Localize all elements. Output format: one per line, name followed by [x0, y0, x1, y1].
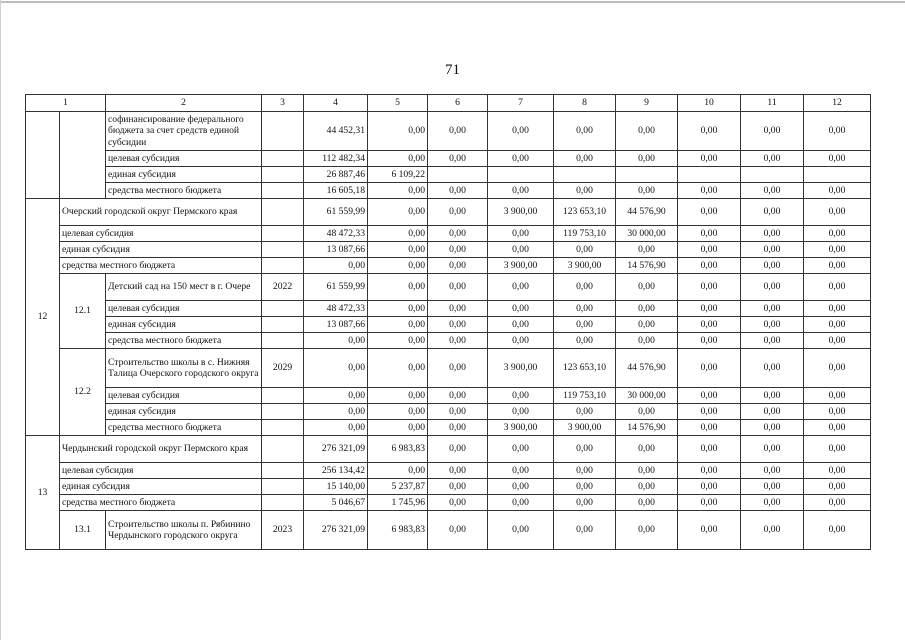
value-cell: 0,00	[554, 463, 616, 479]
value-cell: 0,00	[804, 511, 871, 550]
value-cell: 0,00	[678, 199, 741, 226]
value-cell: 119 753,10	[554, 388, 616, 404]
value-cell: 0,00	[741, 301, 804, 317]
value-cell: 0,00	[741, 258, 804, 274]
year-cell: 2022	[262, 274, 304, 301]
table-row	[26, 333, 871, 349]
year-cell	[262, 463, 304, 479]
year-cell	[262, 479, 304, 495]
value-cell: 0,00	[368, 349, 428, 388]
value-cell: 0,00	[678, 436, 741, 463]
value-cell: 15 140,00	[304, 479, 368, 495]
table-row	[26, 511, 871, 550]
value-cell: 0,00	[428, 479, 488, 495]
value-cell: 0,00	[488, 436, 554, 463]
value-cell: 14 576,90	[616, 258, 678, 274]
value-cell: 0,00	[304, 349, 368, 388]
value-cell: 0,00	[804, 274, 871, 301]
value-cell: 0,00	[428, 274, 488, 301]
value-cell: 5 237,87	[368, 479, 428, 495]
value-cell: 0,00	[488, 151, 554, 167]
value-cell: 0,00	[368, 404, 428, 420]
row-label: единая субсидия	[60, 242, 262, 258]
value-cell: 0,00	[554, 479, 616, 495]
value-cell: 0,00	[428, 183, 488, 199]
scan-top-edge	[0, 1, 905, 3]
value-cell: 3 900,00	[488, 199, 554, 226]
value-cell: 1 745,96	[368, 495, 428, 511]
header-cell: 5	[368, 95, 428, 112]
row-label: средства местного бюджета	[60, 495, 262, 511]
value-cell: 0,00	[368, 274, 428, 301]
value-cell: 0,00	[488, 479, 554, 495]
value-cell: 0,00	[741, 226, 804, 242]
value-cell: 0,00	[488, 388, 554, 404]
value-cell: 0,00	[368, 242, 428, 258]
value-cell: 0,00	[804, 112, 871, 151]
summary-row	[26, 495, 871, 511]
value-cell: 0,00	[428, 226, 488, 242]
value-cell: 0,00	[741, 436, 804, 463]
summary-row	[26, 199, 871, 226]
value-cell: 0,00	[428, 511, 488, 550]
value-cell: 0,00	[804, 317, 871, 333]
value-cell: 0,00	[616, 274, 678, 301]
value-cell: 0,00	[488, 183, 554, 199]
value-cell: 0,00	[741, 242, 804, 258]
header-cell: 1	[26, 95, 106, 112]
year-cell	[262, 495, 304, 511]
value-cell: 256 134,42	[304, 463, 368, 479]
value-cell: 44 452,31	[304, 112, 368, 151]
value-cell: 0,00	[616, 463, 678, 479]
value-cell: 0,00	[554, 511, 616, 550]
value-cell: 5 046,67	[304, 495, 368, 511]
value-cell: 0,00	[678, 388, 741, 404]
table-row	[26, 112, 871, 151]
value-cell: 0,00	[616, 317, 678, 333]
value-cell: 0,00	[304, 388, 368, 404]
table-row	[26, 349, 871, 388]
value-cell: 48 472,33	[304, 226, 368, 242]
row-label: средства местного бюджета	[60, 258, 262, 274]
header-cell: 10	[678, 95, 741, 112]
header-cell: 4	[304, 95, 368, 112]
value-cell: 30 000,00	[616, 226, 678, 242]
value-cell: 0,00	[368, 333, 428, 349]
value-cell: 14 576,90	[616, 420, 678, 436]
scan-left-edge	[0, 0, 1, 640]
item-number: 12.1	[60, 274, 106, 349]
value-cell: 0,00	[616, 151, 678, 167]
year-cell	[262, 436, 304, 463]
value-cell: 0,00	[488, 495, 554, 511]
row-label: единая субсидия	[106, 317, 262, 333]
value-cell: 0,00	[554, 274, 616, 301]
value-cell: 0,00	[804, 436, 871, 463]
year-cell	[262, 388, 304, 404]
value-cell: 0,00	[368, 388, 428, 404]
value-cell: 0,00	[616, 112, 678, 151]
year-cell	[262, 317, 304, 333]
value-cell: 0,00	[368, 258, 428, 274]
year-cell: 2029	[262, 349, 304, 388]
value-cell: 0,00	[741, 317, 804, 333]
value-cell: 0,00	[428, 388, 488, 404]
value-cell: 0,00	[428, 151, 488, 167]
value-cell: 0,00	[616, 333, 678, 349]
header-cell: 7	[488, 95, 554, 112]
value-cell: 0,00	[554, 112, 616, 151]
table-row	[26, 274, 871, 301]
value-cell: 0,00	[741, 274, 804, 301]
value-cell: 0,00	[368, 317, 428, 333]
value-cell: 0,00	[428, 258, 488, 274]
value-cell: 0,00	[678, 349, 741, 388]
header-cell: 9	[616, 95, 678, 112]
row-label: Очерский городской округ Пермского края	[60, 199, 262, 226]
value-cell: 0,00	[804, 183, 871, 199]
value-cell	[678, 167, 741, 183]
value-cell: 0,00	[428, 112, 488, 151]
header-cell: 8	[554, 95, 616, 112]
value-cell: 6 983,83	[368, 436, 428, 463]
value-cell: 0,00	[678, 317, 741, 333]
value-cell: 0,00	[488, 333, 554, 349]
table-row	[26, 183, 871, 199]
value-cell: 0,00	[554, 404, 616, 420]
value-cell: 3 900,00	[488, 420, 554, 436]
value-cell: 0,00	[804, 388, 871, 404]
value-cell: 16 605,18	[304, 183, 368, 199]
value-cell: 119 753,10	[554, 226, 616, 242]
row-label: целевая субсидия	[106, 301, 262, 317]
value-cell: 0,00	[804, 333, 871, 349]
value-cell: 0,00	[428, 436, 488, 463]
number-cell	[26, 112, 60, 199]
value-cell: 0,00	[678, 112, 741, 151]
row-label: средства местного бюджета	[106, 420, 262, 436]
row-label: целевая субсидия	[60, 463, 262, 479]
value-cell: 123 653,10	[554, 349, 616, 388]
year-cell	[262, 420, 304, 436]
value-cell: 3 900,00	[488, 349, 554, 388]
value-cell: 0,00	[678, 226, 741, 242]
year-cell	[262, 258, 304, 274]
item-number: 13.1	[60, 511, 106, 550]
table-row	[26, 301, 871, 317]
value-cell: 0,00	[678, 511, 741, 550]
header-cell: 2	[106, 95, 262, 112]
value-cell: 0,00	[616, 301, 678, 317]
value-cell: 0,00	[368, 151, 428, 167]
value-cell: 0,00	[678, 463, 741, 479]
value-cell: 26 887,46	[304, 167, 368, 183]
value-cell: 0,00	[428, 317, 488, 333]
summary-row	[26, 226, 871, 242]
value-cell: 0,00	[741, 495, 804, 511]
subnumber-cell	[60, 112, 106, 199]
value-cell: 0,00	[554, 317, 616, 333]
value-cell: 0,00	[368, 420, 428, 436]
summary-row	[26, 479, 871, 495]
value-cell: 0,00	[804, 404, 871, 420]
value-cell	[741, 167, 804, 183]
value-cell: 0,00	[554, 333, 616, 349]
row-label: Строительство школы в с. Нижняя Талица Очерского городского округа	[106, 349, 262, 388]
value-cell: 0,00	[368, 183, 428, 199]
table-row	[26, 167, 871, 183]
value-cell: 0,00	[488, 317, 554, 333]
value-cell: 0,00	[428, 463, 488, 479]
value-cell: 0,00	[741, 420, 804, 436]
row-label: Строительство школы п. Рябинино Чердынского городского округа	[106, 511, 262, 550]
value-cell: 0,00	[488, 226, 554, 242]
value-cell: 0,00	[741, 199, 804, 226]
value-cell: 0,00	[616, 495, 678, 511]
table-body	[26, 112, 871, 550]
value-cell: 0,00	[678, 151, 741, 167]
value-cell: 0,00	[488, 301, 554, 317]
value-cell: 0,00	[554, 151, 616, 167]
value-cell: 0,00	[741, 333, 804, 349]
table-row	[26, 388, 871, 404]
value-cell: 0,00	[804, 301, 871, 317]
value-cell: 61 559,99	[304, 274, 368, 301]
value-cell: 0,00	[616, 242, 678, 258]
value-cell: 0,00	[304, 258, 368, 274]
table-row	[26, 420, 871, 436]
year-cell	[262, 404, 304, 420]
value-cell: 0,00	[804, 349, 871, 388]
value-cell: 0,00	[678, 274, 741, 301]
value-cell: 0,00	[428, 495, 488, 511]
value-cell: 48 472,33	[304, 301, 368, 317]
value-cell	[488, 167, 554, 183]
section-number: 13	[26, 436, 60, 550]
value-cell: 0,00	[741, 112, 804, 151]
value-cell: 0,00	[741, 404, 804, 420]
value-cell	[428, 167, 488, 183]
value-cell: 13 087,66	[304, 242, 368, 258]
value-cell	[804, 167, 871, 183]
year-cell	[262, 333, 304, 349]
value-cell: 0,00	[428, 349, 488, 388]
value-cell: 61 559,99	[304, 199, 368, 226]
row-label: целевая субсидия	[60, 226, 262, 242]
value-cell: 0,00	[554, 301, 616, 317]
year-cell	[262, 167, 304, 183]
page-number: 71	[445, 62, 460, 78]
header-cell: 3	[262, 95, 304, 112]
value-cell: 0,00	[304, 404, 368, 420]
value-cell: 0,00	[428, 242, 488, 258]
summary-row	[26, 436, 871, 463]
value-cell: 0,00	[554, 183, 616, 199]
value-cell: 0,00	[616, 436, 678, 463]
value-cell: 0,00	[741, 479, 804, 495]
value-cell: 0,00	[304, 333, 368, 349]
value-cell: 0,00	[428, 333, 488, 349]
value-cell: 0,00	[741, 349, 804, 388]
value-cell: 0,00	[488, 463, 554, 479]
value-cell: 0,00	[616, 511, 678, 550]
year-cell	[262, 242, 304, 258]
value-cell: 0,00	[368, 301, 428, 317]
row-label: Чердынский городской округ Пермского края	[60, 436, 262, 463]
value-cell: 0,00	[368, 112, 428, 151]
year-cell	[262, 151, 304, 167]
value-cell: 0,00	[741, 463, 804, 479]
value-cell: 0,00	[804, 479, 871, 495]
value-cell	[616, 167, 678, 183]
value-cell: 112 482,34	[304, 151, 368, 167]
value-cell: 0,00	[554, 242, 616, 258]
value-cell: 0,00	[804, 151, 871, 167]
value-cell: 0,00	[554, 436, 616, 463]
year-cell	[262, 226, 304, 242]
value-cell	[554, 167, 616, 183]
value-cell: 276 321,09	[304, 436, 368, 463]
value-cell: 0,00	[678, 420, 741, 436]
value-cell: 0,00	[741, 511, 804, 550]
value-cell: 0,00	[488, 112, 554, 151]
value-cell: 6 109,22	[368, 167, 428, 183]
value-cell: 0,00	[368, 226, 428, 242]
value-cell: 0,00	[804, 199, 871, 226]
value-cell: 0,00	[488, 242, 554, 258]
table-row	[26, 317, 871, 333]
header-cell: 6	[428, 95, 488, 112]
value-cell: 0,00	[804, 226, 871, 242]
row-label: единая субсидия	[60, 479, 262, 495]
value-cell: 123 653,10	[554, 199, 616, 226]
row-label: единая субсидия	[106, 404, 262, 420]
section-number: 12	[26, 199, 60, 436]
value-cell: 6 983,83	[368, 511, 428, 550]
value-cell: 0,00	[804, 258, 871, 274]
value-cell: 0,00	[741, 183, 804, 199]
value-cell: 0,00	[678, 183, 741, 199]
year-cell	[262, 112, 304, 151]
value-cell: 0,00	[678, 301, 741, 317]
value-cell: 0,00	[804, 463, 871, 479]
value-cell: 0,00	[741, 151, 804, 167]
value-cell: 0,00	[678, 404, 741, 420]
value-cell: 0,00	[488, 274, 554, 301]
value-cell: 0,00	[488, 511, 554, 550]
row-label: средства местного бюджета	[106, 183, 262, 199]
row-label: целевая субсидия	[106, 151, 262, 167]
table-row	[26, 404, 871, 420]
value-cell: 0,00	[678, 495, 741, 511]
value-cell: 30 000,00	[616, 388, 678, 404]
year-cell	[262, 183, 304, 199]
value-cell: 0,00	[804, 242, 871, 258]
value-cell: 0,00	[804, 495, 871, 511]
header-cell: 11	[741, 95, 804, 112]
year-cell: 2023	[262, 511, 304, 550]
value-cell: 44 576,90	[616, 199, 678, 226]
value-cell: 0,00	[678, 333, 741, 349]
row-label: единая субсидия	[106, 167, 262, 183]
summary-row	[26, 258, 871, 274]
value-cell: 3 900,00	[488, 258, 554, 274]
row-label: средства местного бюджета	[106, 333, 262, 349]
value-cell: 0,00	[678, 258, 741, 274]
value-cell: 0,00	[616, 404, 678, 420]
value-cell: 3 900,00	[554, 258, 616, 274]
header-cell: 12	[804, 95, 871, 112]
value-cell: 276 321,09	[304, 511, 368, 550]
summary-row	[26, 463, 871, 479]
table-row	[26, 151, 871, 167]
value-cell: 0,00	[428, 301, 488, 317]
value-cell: 0,00	[428, 404, 488, 420]
row-label: целевая субсидия	[106, 388, 262, 404]
table-header-row	[26, 95, 871, 112]
value-cell: 0,00	[678, 479, 741, 495]
value-cell: 44 576,90	[616, 349, 678, 388]
value-cell: 0,00	[428, 420, 488, 436]
value-cell: 0,00	[616, 183, 678, 199]
value-cell: 0,00	[741, 388, 804, 404]
value-cell: 0,00	[428, 199, 488, 226]
value-cell: 0,00	[616, 479, 678, 495]
value-cell: 0,00	[488, 404, 554, 420]
item-number: 12.2	[60, 349, 106, 436]
value-cell: 0,00	[554, 495, 616, 511]
value-cell: 0,00	[368, 463, 428, 479]
summary-row	[26, 242, 871, 258]
value-cell: 0,00	[368, 199, 428, 226]
row-label: Детский сад на 150 мест в г. Очере	[106, 274, 262, 301]
value-cell: 0,00	[304, 420, 368, 436]
row-label: софинансирование федерального бюджета за счет средств единой субсидии	[106, 112, 262, 151]
value-cell: 0,00	[804, 420, 871, 436]
year-cell	[262, 301, 304, 317]
value-cell: 0,00	[678, 242, 741, 258]
value-cell: 13 087,66	[304, 317, 368, 333]
year-cell	[262, 199, 304, 226]
budget-table	[25, 94, 871, 550]
value-cell: 3 900,00	[554, 420, 616, 436]
